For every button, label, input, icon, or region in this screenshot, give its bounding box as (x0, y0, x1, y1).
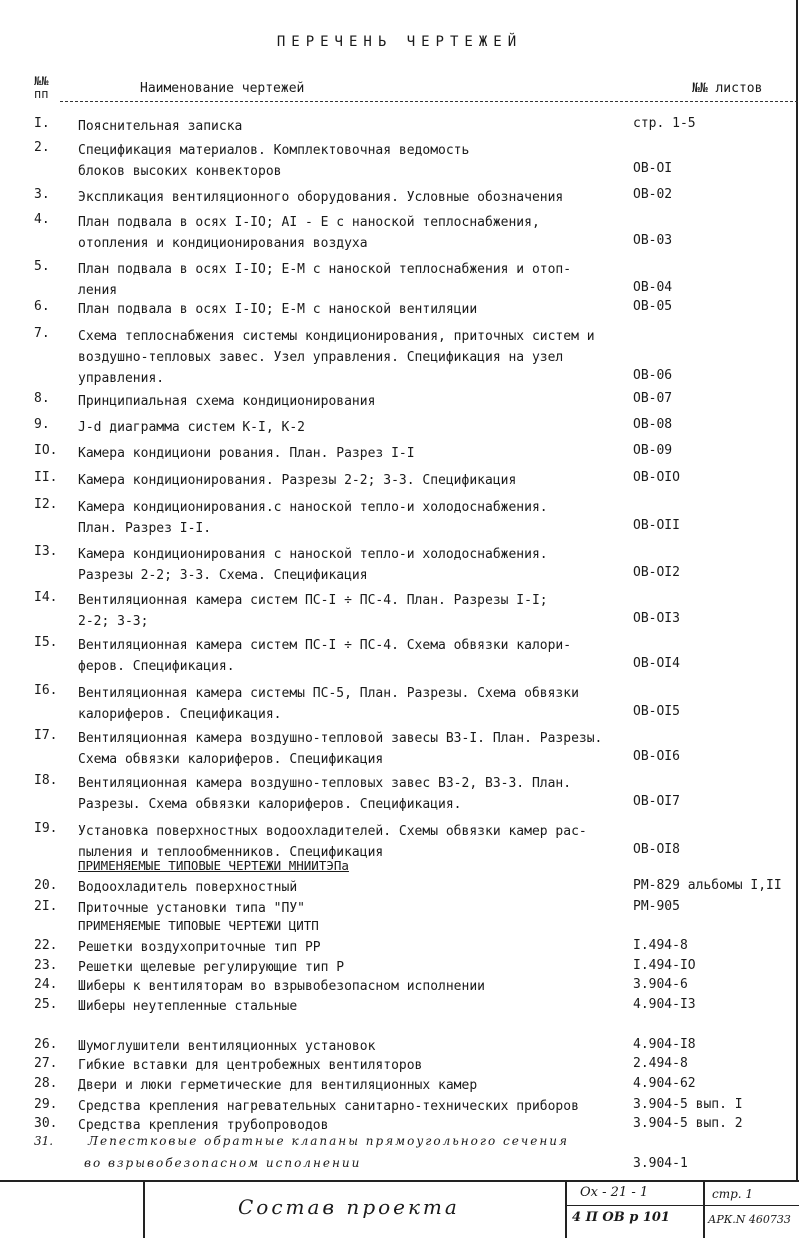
page-title: ПЕРЕЧЕНЬ ЧЕРТЕЖЕЙ (276, 34, 523, 50)
item-code: ОВ-04 (633, 280, 673, 295)
item-name: Камера кондиционирования. Разрезы 2-2; 3-3. Спецификация (78, 473, 517, 488)
header-sheets: №№ листов (692, 81, 763, 96)
item-name: Камера кондиционирования с наноской тепло-и холодоснабжения. Разрезы 2-2; 3-3. Схема. Спецификация (78, 547, 548, 583)
item-number: I2. (34, 497, 58, 512)
item-name: Вентиляционная камера воздушно-тепловой завесы ВЗ-I. План. Разрезы. Схема обвязки калориферов. Спецификация (78, 731, 603, 767)
item-code: РМ-905 (633, 899, 680, 914)
item-number: 29. (34, 1097, 58, 1112)
item-number: I6. (34, 683, 58, 698)
item-number: 3. (34, 187, 50, 202)
stamp-code-top: Ох - 21 - 1 (580, 1185, 649, 1200)
item-number: I. (34, 116, 50, 131)
item-number: I8. (34, 773, 58, 788)
item-name: План подвала в осях I-IO; Е-М с наноской теплоснабжения и отоп- ления (78, 262, 572, 298)
section-heading-citp: ПРИМЕНЯЕМЫЕ ТИПОВЫЕ ЧЕРТЕЖИ ЦИТП (78, 918, 319, 933)
item-number: 26. (34, 1037, 58, 1052)
item-name: Шиберы неутепленные стальные (78, 999, 298, 1014)
item-code: 4.904-I8 (633, 1037, 696, 1052)
item-code: 3.904-6 (633, 977, 688, 992)
item-name: Средства крепления нагревательных санитарно-технических приборов (78, 1099, 579, 1114)
item-code: 3.904-1 (633, 1156, 688, 1171)
item-number: 20. (34, 878, 58, 893)
item-number: 22. (34, 938, 58, 953)
item-code: 2.494-8 (633, 1056, 688, 1071)
item-code: ОВ-ОI4 (633, 656, 680, 671)
stamp-border (0, 1180, 799, 1182)
item-name: Пояснительная записка (78, 119, 243, 134)
item-code: РМ-829 альбомы I,II (633, 878, 782, 893)
item-name: Схема теплоснабжения системы кондиционирования, приточных систем и воздушно-тепловых завес. Узел управления. Спецификация на узел управления. (78, 329, 595, 386)
item-number: 30. (34, 1116, 58, 1131)
item-number: 4. (34, 212, 50, 227)
stamp-divider (143, 1180, 145, 1238)
item-name: Камера кондициони рования. План. Разрез I-I (78, 446, 415, 461)
item-code: 3.904-5 вып. 2 (633, 1116, 743, 1131)
item-name: Водоохладитель поверхностный (78, 880, 298, 895)
item-name: J-d диаграмма систем К-I, К-2 (78, 420, 305, 435)
item-name: Установка поверхностных водоохладителей. Схемы обвязки камер рас- пыления и теплообменников. Спецификация (78, 824, 587, 860)
header-name: Наименование чертежей (140, 81, 305, 96)
item-code: ОВ-ОI (633, 161, 673, 176)
header-num: №№ пп (34, 74, 49, 101)
item-code: ОВ-ОI5 (633, 704, 680, 719)
item-name: Вентиляционная камера систем ПС-I ÷ ПС-4. Схема обвязки калори- феров. Спецификация. (78, 638, 572, 674)
item-number: 5. (34, 259, 50, 274)
stamp-divider (703, 1180, 705, 1238)
item-name: Экспликация вентиляционного оборудования. Условные обозначения (78, 190, 564, 205)
item-number: 2. (34, 140, 50, 155)
item-number: 27. (34, 1056, 58, 1071)
item-name-line1: Лепестковые обратные клапаны прямоугольного сечения (88, 1134, 569, 1148)
item-number: I7. (34, 728, 58, 743)
item-code: ОВ-ОII (633, 518, 680, 533)
item-number: 24. (34, 977, 58, 992)
item-number: 8. (34, 391, 50, 406)
item-code: 4.904-I3 (633, 997, 696, 1012)
item-number: II. (34, 470, 58, 485)
stamp-page: стр. 1 (712, 1187, 754, 1201)
item-name: План подвала в осях I-IO; АI - Е с наноской теплоснабжения, отопления и кондиционирования воздуха (78, 215, 540, 251)
stamp-divider (565, 1205, 799, 1206)
item-code: ОВ-09 (633, 443, 673, 458)
item-name: Спецификация материалов. Комплектовочная ведомость блоков высоких конвекторов (78, 143, 470, 179)
item-number: 9. (34, 417, 50, 432)
item-code: I.494-IO (633, 958, 696, 973)
item-number: 28. (34, 1076, 58, 1091)
item-name: Вентиляционная камера системы ПС-5, План. Разрезы. Схема обвязки калориферов. Спецификация. (78, 686, 579, 722)
item-number: 7. (34, 326, 50, 341)
item-code: ОВ-ОIO (633, 470, 680, 485)
item-code: ОВ-ОI8 (633, 842, 680, 857)
item-number: 31. (34, 1134, 54, 1148)
section-heading-mniitep: ПРИМЕНЯЕМЫЕ ТИПОВЫЕ ЧЕРТЕЖИ МНИИТЭПа (78, 858, 349, 873)
item-name: Решетки щелевые регулирующие тип Р (78, 960, 345, 975)
item-number: 6. (34, 299, 50, 314)
stamp-code-bottom: 4 П ОВ р 101 (572, 1210, 670, 1225)
item-name: Вентиляционная камера воздушно-тепловых завес ВЗ-2, ВЗ-3. План. Разрезы. Схема обвязки калориферов. Спецификация. (78, 776, 572, 812)
item-number: I5. (34, 635, 58, 650)
item-number: I3. (34, 544, 58, 559)
item-code: 4.904-62 (633, 1076, 696, 1091)
item-code: 3.904-5 вып. I (633, 1097, 743, 1112)
item-number: I9. (34, 821, 58, 836)
item-code: ОВ-ОI2 (633, 565, 680, 580)
item-code: ОВ-06 (633, 368, 673, 383)
item-code: ОВ-07 (633, 391, 673, 406)
item-name: Вентиляционная камера систем ПС-I ÷ ПС-4. План. Разрезы I-I; 2-2; 3-3; (78, 593, 548, 629)
stamp-archive: АРК.N 460733 (708, 1213, 791, 1226)
item-name: Шумоглушители вентиляционных установок (78, 1039, 376, 1054)
item-code: стр. 1-5 (633, 116, 696, 131)
item-name: Принципиальная схема кондиционирования (78, 394, 376, 409)
item-number: IO. (34, 443, 58, 458)
item-code: ОВ-03 (633, 233, 673, 248)
item-code: ОВ-02 (633, 187, 673, 202)
item-name-line2: во взрывобезопасном исполнении (84, 1156, 362, 1170)
item-number: 25. (34, 997, 58, 1012)
item-name: План подвала в осях I-IO; Е-М с наноской вентиляции (78, 302, 478, 317)
item-name: Решетки воздухоприточные тип РР (78, 940, 321, 955)
item-number: 2I. (34, 899, 58, 914)
stamp-divider (565, 1180, 567, 1238)
item-name: Гибкие вставки для центробежных вентиляторов (78, 1058, 423, 1073)
item-name: Средства крепления трубопроводов (78, 1118, 329, 1133)
item-code: ОВ-ОI3 (633, 611, 680, 626)
item-code: ОВ-08 (633, 417, 673, 432)
stamp-title: Состав проекта (238, 1195, 460, 1219)
item-name: Шиберы к вентиляторам во взрывобезопасном исполнении (78, 979, 485, 994)
item-name: Приточные установки типа "ПУ" (78, 901, 305, 916)
item-name: Двери и люки герметические для вентиляционных камер (78, 1078, 478, 1093)
item-number: I4. (34, 590, 58, 605)
item-code: ОВ-ОI7 (633, 794, 680, 809)
item-number: 23. (34, 958, 58, 973)
item-code: I.494-8 (633, 938, 688, 953)
item-name: Камера кондиционирования.с наноской тепло-и холодоснабжения. План. Разрез I-I. (78, 500, 548, 536)
item-code: ОВ-ОI6 (633, 749, 680, 764)
item-code: ОВ-05 (633, 299, 673, 314)
header-rule (60, 101, 798, 103)
